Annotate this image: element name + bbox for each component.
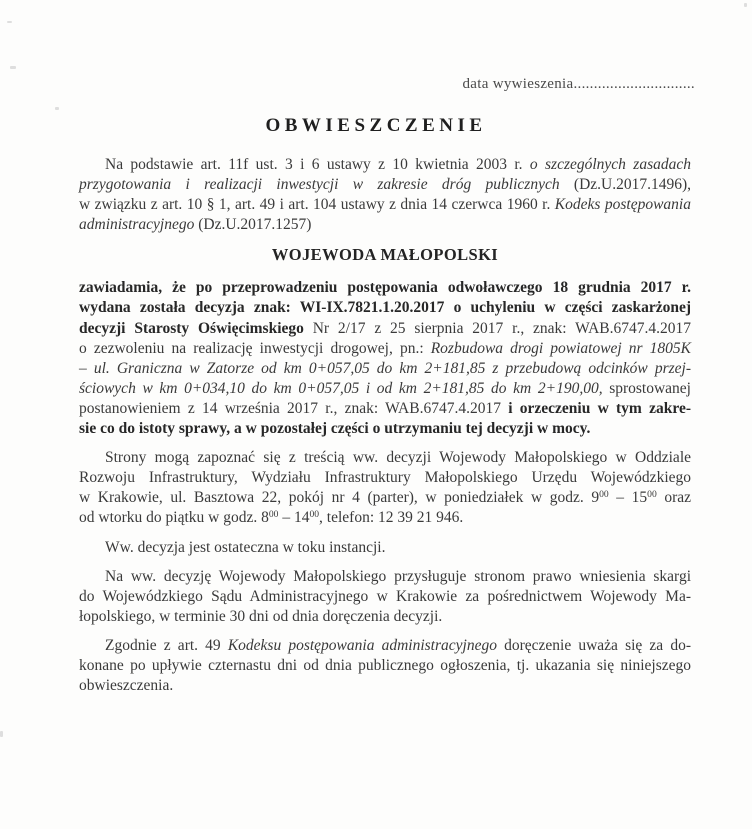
document-body [79,155,691,696]
text-line [79,676,691,696]
text-run: Na podstawie art. 11f ust. 3 i 6 ustawy z 10 kwietnia 2003 r. [105,156,530,173]
text-run: zawiadamia, że po przeprowadzeniu postępowania odwoławczego 18 grudnia 2017 r. [79,279,691,297]
text-line [79,419,691,439]
text-run: sie co do istoty sprawy, a w pozostałej części o utrzymaniu tej decyzji w mocy. [79,420,591,438]
text-line [79,607,691,627]
text-run: oraz [656,489,691,507]
text-run: 00 [647,489,657,501]
text-run: o zezwoleniu na realizację inwestycji drogowej, pn.: [79,339,431,357]
text-run: w Krakowie, ul. Basztowa 22, pokój nr 4 (parter), w poniedziałek w godz. 9 [79,489,600,507]
paragraph-legal-basis [79,155,691,235]
scan-speck [7,21,12,23]
text-line [79,215,691,235]
paragraph-decision-notice [79,278,691,439]
text-line [79,567,691,587]
text-line [79,448,691,468]
text-line [79,359,691,379]
text-run: 00 [268,509,279,521]
scan-speck [744,3,747,7]
text-run: wydana została decyzja znak: WI-IX.7821.1.20.2017 o uchyleniu w części zaskarżonej [79,299,691,317]
text-line [79,319,691,339]
text-line [79,339,691,359]
paragraph-finality-note [79,538,691,558]
text-run: konane po upływie czternastu dni od dnia publicznego ogłoszenia, tj. ukazania się niniejszego [79,656,691,674]
scan-speck [10,66,16,69]
document-title: OBWIESZCZENIE [265,115,487,136]
text-run: , telefon: 12 39 21 946. [319,509,464,527]
text-run: administracyjnego [79,216,195,234]
text-line [79,379,691,399]
text-line [79,399,691,419]
paragraph-delivery-note [79,636,691,696]
text-run: przygotowania i realizacji inwestycji w zakresie dróg publicznych [79,176,560,194]
text-run: 00 [599,489,609,501]
text-run: i orzeczeniu w tym zakre- [508,399,691,417]
text-run: (Dz.U.2017.1257) [194,216,312,234]
text-run: postanowieniem z 14 września 2017 r., znak: WAB.6747.4.2017 [79,399,509,417]
text-run: Rozbudowa drogi powiatowej nr 1805K [430,339,692,357]
text-run: decyzji Starosty Oświęcimskiego [79,319,304,337]
text-line [79,298,691,318]
scan-speck [0,731,3,737]
paragraph-appeal-info [79,567,691,627]
text-run: Ww. decyzja jest ostateczna w toku instancji. [105,538,386,556]
text-line [79,587,691,607]
text-run: Rozwoju Infrastruktury, Wydziału Infrastruktury Małopolskiego Urzędu Wojewódzkiego [79,469,691,487]
text-run: doręczenie uważa się za do- [496,636,691,654]
text-run: obwieszczenia. [79,677,174,695]
text-run: Kodeksu postępowania administracyjnego [227,636,497,654]
date-posted-line: data wywieszenia.............................. [462,76,695,92]
text-line [79,155,691,175]
text-run: Zgodnie z art. 49 [105,636,228,654]
text-line [79,656,691,676]
text-run: o szczególnych zasadach [529,156,691,173]
paragraph-inspection-info [79,448,691,528]
text-run: do Wojewódzkiego Sądu Administracyjnego w Krakowie za pośrednictwem Wojewody Ma- [79,587,691,605]
text-run: – 14 [278,509,310,527]
text-line [79,636,691,656]
text-run: – ul. Graniczna w Zatorze od km 0+057,05 do km 2+181,85 z przebudową odcinków przej- [79,359,691,377]
text-run: od wtorku do piątku w godz. 8 [79,509,269,527]
text-run: Na ww. decyzję Wojewody Małopolskiego przysługuje stronom prawo wniesienia skargi [105,567,691,585]
text-run: Nr 2/17 z 25 sierpnia 2017 r., znak: WAB.6747.4.2017 [303,319,691,337]
text-line [79,488,691,508]
text-line [79,508,691,528]
text-line [79,468,691,488]
text-run: (Dz.U.2017.1496), [559,176,691,194]
text-line [79,278,691,298]
text-run: w związku z art. 10 § 1, art. 49 i art. 104 ustawy z dnia 14 czerwca 1960 r. [79,196,555,214]
text-run: łopolskiego, w terminie 30 dni od dnia doręczenia decyzji. [79,607,443,625]
scan-speck [55,107,59,110]
text-run: – 15 [608,489,648,507]
text-line [79,195,691,215]
text-line [79,538,691,558]
text-run: Strony mogą zapoznać się z treścią ww. decyzji Wojewody Małopolskiego w Oddziale [105,449,691,467]
text-run: ściowych w km 0+034,10 do km 0+057,05 i od km 2+181,85 do km 2+190,00, [79,379,603,397]
text-run: sprostowanej [602,379,691,397]
text-line [79,175,691,195]
text-run: Kodeks postępowania [554,196,691,214]
authority-name: WOJEWODA MAŁOPOLSKI [271,245,499,265]
text-run: 00 [309,509,320,521]
